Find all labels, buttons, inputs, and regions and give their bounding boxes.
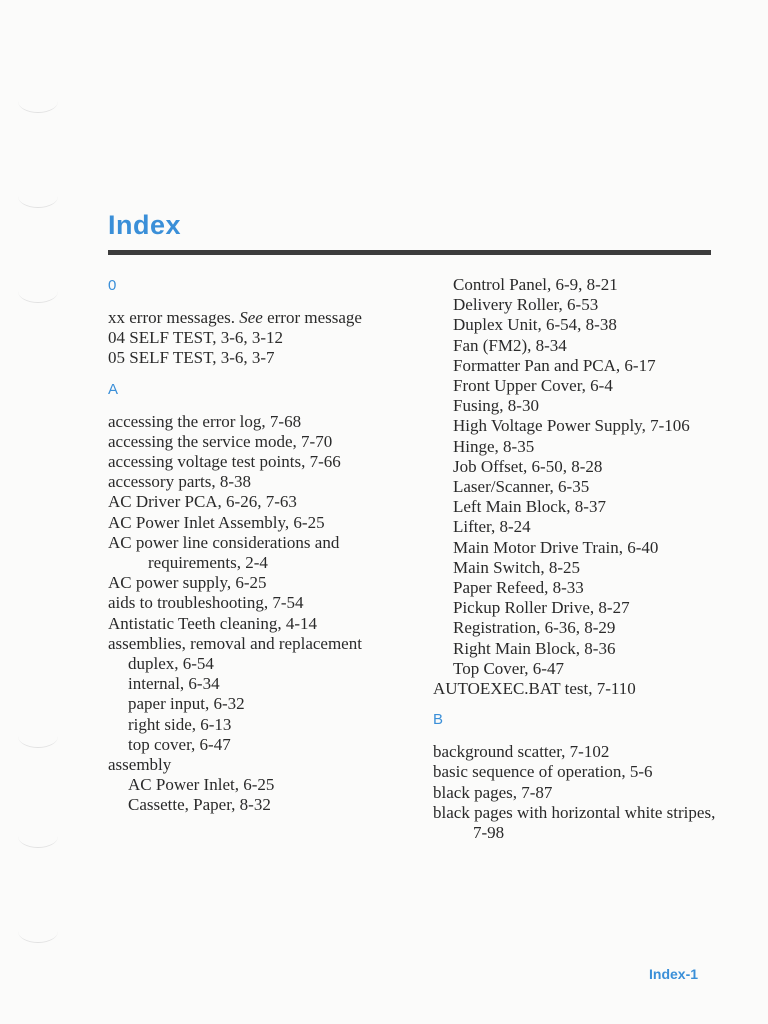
index-entry: accessing the service mode, 7-70 <box>108 431 333 451</box>
index-entry: accessing the error log, 7-68 <box>108 411 302 431</box>
index-subentry: top cover, 6-47 <box>128 734 231 754</box>
index-subentry: High Voltage Power Supply, 7-106 <box>453 416 690 436</box>
binder-hole <box>18 90 58 113</box>
page-title: Index <box>108 210 182 240</box>
index-entry: AC Driver PCA, 6-26, 7-63 <box>108 492 297 512</box>
index-entry: AC power line considerations and requirements, 2-4 <box>108 532 340 573</box>
index-subentry: duplex, 6-54 <box>128 654 214 674</box>
index-subentry: Paper Refeed, 8-33 <box>453 578 584 598</box>
index-entry: black pages with horizontal white stripes, 7-98 <box>433 802 716 843</box>
index-subentry: Job Offset, 6-50, 8-28 <box>453 456 603 476</box>
index-subentry: Formatter Pan and PCA, 6-17 <box>453 355 656 375</box>
binder-hole <box>18 185 58 208</box>
index-subentry: Right Main Block, 8-36 <box>453 638 616 658</box>
index-entry: AUTOEXEC.BAT test, 7-110 <box>433 679 636 699</box>
index-subentry: Main Motor Drive Train, 6-40 <box>453 537 659 557</box>
index-subentry: Fusing, 8-30 <box>453 396 539 416</box>
index-subentry: Fan (FM2), 8-34 <box>453 335 567 355</box>
index-entry: accessing voltage test points, 7-66 <box>108 452 341 472</box>
index-entry: assembly <box>108 755 172 775</box>
index-entry: accessory parts, 8-38 <box>108 472 252 492</box>
index-entry: black pages, 7-87 <box>433 782 553 802</box>
index-column-right <box>433 275 723 843</box>
index-entry: AC Power Inlet Assembly, 6-25 <box>108 512 325 532</box>
binder-hole <box>18 825 58 848</box>
index-subentry: Duplex Unit, 6-54, 8-38 <box>453 315 617 335</box>
binder-hole <box>18 280 58 303</box>
index-subentry: Laser/Scanner, 6-35 <box>453 477 590 497</box>
index-subentry: Top Cover, 6-47 <box>453 658 564 678</box>
index-subentry: Control Panel, 6-9, 8-21 <box>453 275 618 294</box>
index-subentry: Delivery Roller, 6-53 <box>453 295 599 315</box>
binder-hole <box>18 920 58 943</box>
index-subentry: internal, 6-34 <box>128 674 220 694</box>
index-entry: assemblies, removal and replacement <box>108 633 362 653</box>
index-subentry: Hinge, 8-35 <box>453 436 535 456</box>
index-entry: background scatter, 7-102 <box>433 742 610 762</box>
index-subentry: Front Upper Cover, 6-4 <box>453 376 613 396</box>
index-entry: aids to troubleshooting, 7-54 <box>108 593 304 613</box>
section-head-0: 0 <box>108 277 117 294</box>
index-entry: Antistatic Teeth cleaning, 4-14 <box>108 613 318 633</box>
index-entry: AC power supply, 6-25 <box>108 573 267 593</box>
index-subentry: Lifter, 8-24 <box>453 517 531 537</box>
index-entry: 04 SELF TEST, 3-6, 3-12 <box>108 328 284 348</box>
section-head-a: A <box>108 380 119 398</box>
index-subentry: Cassette, Paper, 8-32 <box>128 795 271 815</box>
title-rule <box>108 250 711 255</box>
index-entry: xx error messages. See error message <box>108 308 362 327</box>
index-subentry: right side, 6-13 <box>128 714 232 734</box>
index-subentry: Main Switch, 8-25 <box>453 557 581 577</box>
index-entry: 05 SELF TEST, 3-6, 3-7 <box>108 348 275 368</box>
index-subentry: AC Power Inlet, 6-25 <box>128 775 275 795</box>
page-number: Index-1 <box>649 966 699 982</box>
index-subentry: Left Main Block, 8-37 <box>453 497 606 517</box>
index-subentry: Registration, 6-36, 8-29 <box>453 618 616 638</box>
index-column-left <box>108 275 398 816</box>
index-subentry: Pickup Roller Drive, 8-27 <box>453 598 630 618</box>
binder-hole <box>18 725 58 748</box>
section-head-b: B <box>433 711 444 729</box>
index-subentry: paper input, 6-32 <box>128 694 245 714</box>
index-entry: basic sequence of operation, 5-6 <box>433 762 653 782</box>
